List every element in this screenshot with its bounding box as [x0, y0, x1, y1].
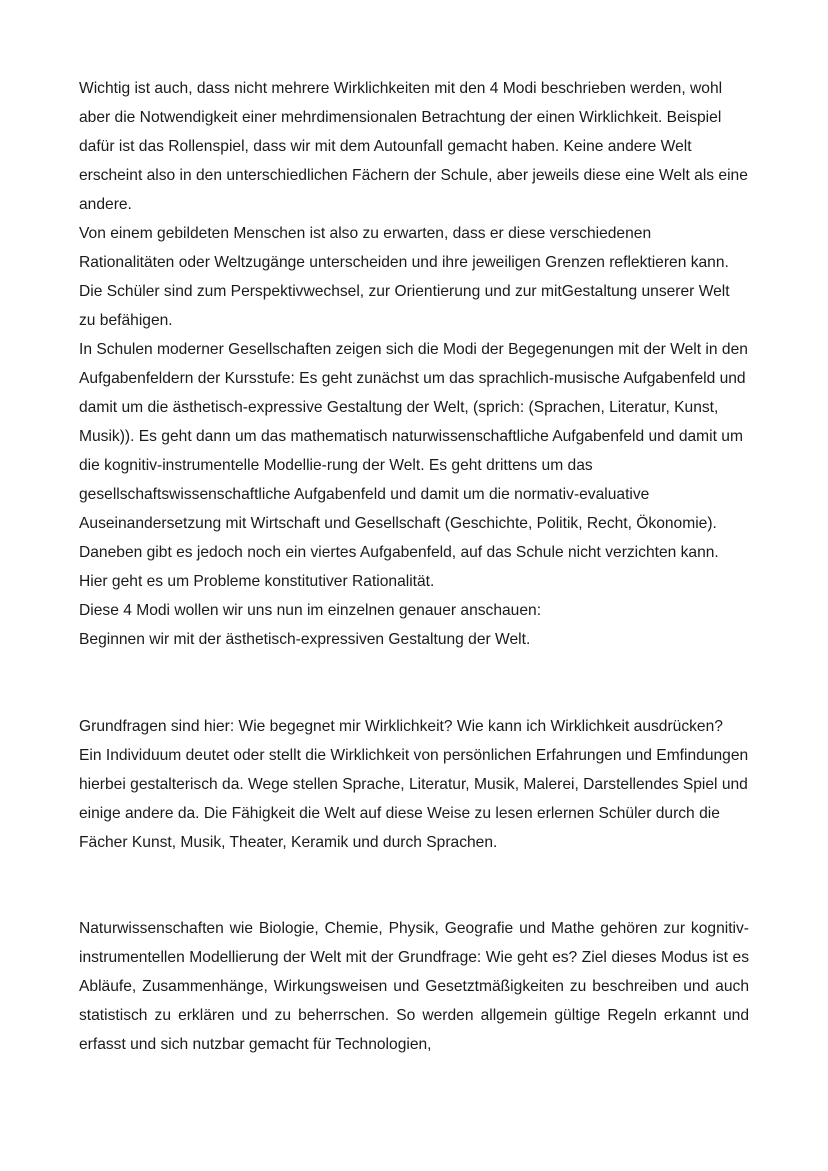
paragraph-educated-person: Von einem gebildeten Menschen ist also zu erwarten, dass er diese verschiedenen Rationalitäten oder Weltzugänge unterscheiden und ihre jeweiligen Grenzen reflektieren kann. Die Schüler sind zum Perspektivwechsel, zur Orientierung und zur mitGestaltung unserer Welt zu befähigen.: [79, 225, 730, 329]
text-block-top: [79, 74, 749, 654]
paragraph-multiple-realities: Wichtig ist auch, dass nicht mehrere Wirklichkeiten mit den 4 Modi beschrieben werden, wohl aber die Notwendigkeit einer mehrdimensionalen Betrachtung der einen Wirklichkeit. Beispiel dafür ist das Rollenspiel, dass wir mit dem Autounfall gemacht haben. Keine andere Welt erscheint also in den unterschiedlichen Fächern der Schule, aber jeweils diese eine Welt als eine andere.: [79, 80, 748, 213]
paragraph-aesthetic-questions: Grundfragen sind hier: Wie begegnet mir Wirklichkeit? Wie kann ich Wirklichkeit ausdrücken? Ein Individuum deutet oder stellt die Wirklichkeit von persönlichen Erfahrungen und Emfindungen hierbei gestalterisch da. Wege stellen Sprache, Literatur, Musik, Malerei, Darstellendes Spiel und einige andere da. Die Fähigkeit die Welt auf diese Weise zu lesen erlernen Schüler durch die Fächer Kunst, Musik, Theater, Keramik und durch Sprachen.: [79, 718, 749, 851]
paragraph-natural-sciences: Naturwissenschaften wie Biologie, Chemie, Physik, Geografie und Mathe gehören zur kognitiv-instrumentellen Modellierung der Welt mit der Grundfrage: Wie geht es? Ziel dieses Modus ist es Abläufe, Zusammenhänge, Wirkungsweisen und Gesetztmäßigkeiten zu beschreiben und auch statistisch zu erklären und zu beherrschen. So werden allgemein gültige Regeln erkannt und erfasst und sich nutzbar gemacht für Technologien,: [79, 920, 749, 1053]
paragraph-begin-aesthetic: Beginnen wir mit der ästhetisch-expressiven Gestaltung der Welt.: [79, 631, 531, 648]
paragraph-task-fields: In Schulen moderner Gesellschaften zeigen sich die Modi der Begegenungen mit der Welt in den Aufgabenfeldern der Kursstufe: Es geht zunächst um das sprachlich-musische Aufgabenfeld und damit um die ästhetisch-expressive Gestaltung der Welt, (sprich: (Sprachen, Literatur, Kunst, Musik)). Es geht dann um das mathematisch naturwissenschaftliche Aufgabenfeld und damit um die kognitiv-instrumentelle Modellie-rung der Welt. Es geht drittens um das gesellschaftswissenschaftliche Aufgabenfeld und damit um die normativ-evaluative Auseinandersetzung mit Wirtschaft und Gesellschaft (Geschichte, Politik, Recht, Ökonomie). Daneben gibt es jedoch noch ein viertes Aufgabenfeld, auf das Schule nicht verzichten kann. Hier geht es um Probleme konstitutiver Rationalität.: [79, 341, 748, 590]
text-block-science: [79, 914, 749, 1059]
text-block-aesthetic: [79, 712, 749, 857]
paragraph-four-modes: Diese 4 Modi wollen wir uns nun im einzelnen genauer anschauen:: [79, 602, 542, 619]
